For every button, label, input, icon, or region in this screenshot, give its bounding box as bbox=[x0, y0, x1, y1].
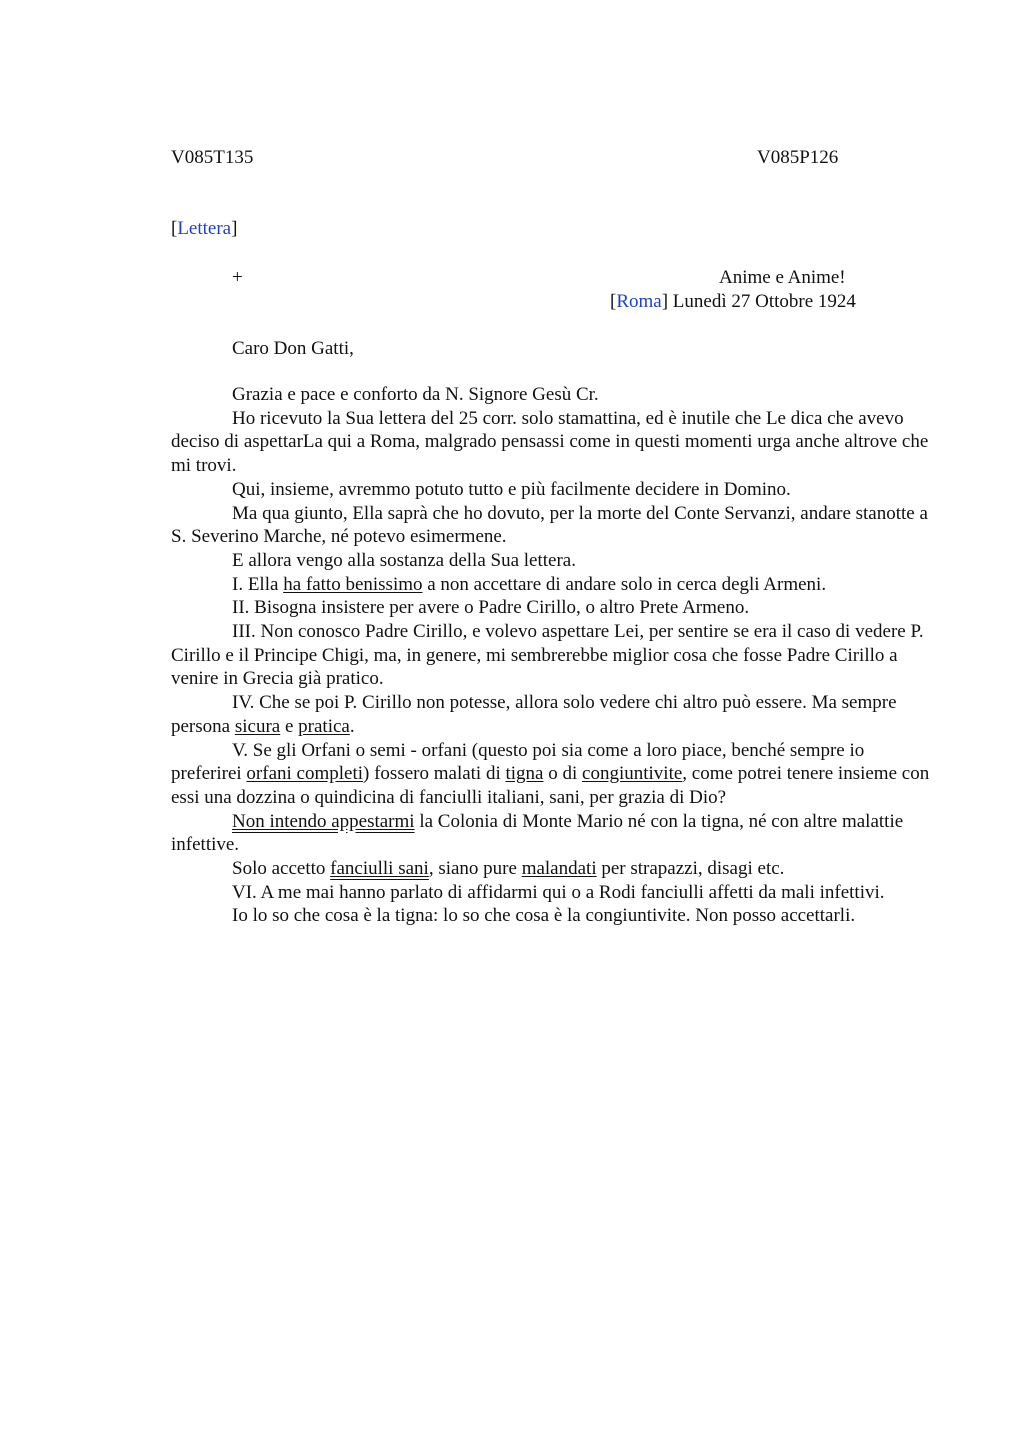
bracket-open: [ bbox=[171, 218, 178, 239]
text-run: V. Se gli Orfani o semi - orfani (questo poi sia come a loro piace, benché sempre io preferirei bbox=[171, 739, 865, 785]
text-run: per strapazzi, disagi etc. bbox=[596, 858, 785, 880]
bracket-close: ] bbox=[231, 218, 238, 239]
paragraph: VI. A me mai hanno parlato di affidarmi qui o a Rodi fanciulli affetti da mali infettivi. bbox=[232, 881, 885, 903]
bracket-close: ] bbox=[661, 291, 669, 312]
cross-symbol: + bbox=[232, 267, 243, 288]
paragraph bbox=[171, 810, 931, 857]
paragraph: Ma qua giunto, Ella saprà che ho dovuto, per la morte del Conte Servanzi, andare stanotte a S. Severino Marche, né potevo esimermene. bbox=[171, 502, 928, 548]
document-code-left: V085T135 bbox=[171, 147, 254, 168]
underlined-text: sicura bbox=[234, 715, 281, 737]
underlined-text: malandati bbox=[521, 858, 597, 880]
underlined-text: orfani completi bbox=[246, 763, 364, 785]
text-run: o di bbox=[543, 763, 583, 785]
paragraph bbox=[171, 573, 931, 597]
text-run: , siano pure bbox=[428, 858, 522, 880]
underlined-text: pratica bbox=[298, 715, 350, 737]
motto: Anime e Anime! bbox=[719, 267, 846, 288]
text-run: IV. Che se poi P. Cirillo non potesse, allora solo vedere chi altro può essere. Ma sempre persona bbox=[171, 692, 897, 737]
text-run: . bbox=[349, 715, 355, 737]
paragraph bbox=[171, 739, 931, 810]
text-run: la Colonia di Monte Mario né con la tigna, né con altre malattie infettive. bbox=[171, 810, 904, 856]
underlined-text: ha fatto benissimo bbox=[283, 573, 423, 595]
double-underlined-text: fanciulli sani bbox=[330, 858, 429, 880]
paragraph bbox=[171, 691, 931, 738]
place-date bbox=[610, 291, 856, 313]
paragraph: E allora vengo alla sostanza della Sua lettera. bbox=[232, 549, 576, 571]
text-run: , come potrei tenere insieme con essi una dozzina o quindicina di fanciulli italiani, sani, per grazia di Dio? bbox=[171, 763, 930, 808]
salutation: Caro Don Gatti, bbox=[232, 338, 354, 359]
document-type-link[interactable]: Lettera bbox=[177, 218, 232, 239]
text-run: e bbox=[280, 715, 299, 737]
paragraph: Ho ricevuto la Sua lettera del 25 corr. solo stamattina, ed è inutile che Le dica che avevo deciso di aspettarLa qui a Roma, malgrado pensassi come in questi momenti urga anche altrove che mi trovi. bbox=[171, 407, 929, 477]
paragraph: Grazia e pace e conforto da N. Signore Gesù Cr. bbox=[232, 384, 599, 405]
underlined-text: tigna bbox=[505, 763, 544, 785]
double-underlined-text: Non intendo appestarmi bbox=[232, 810, 415, 832]
date: Lunedì 27 Ottobre 1924 bbox=[668, 291, 856, 312]
bracket-open: [ bbox=[610, 291, 617, 312]
paragraph bbox=[171, 857, 931, 881]
paragraph: III. Non conosco Padre Cirillo, e volevo aspettare Lei, per sentire se era il caso di vedere P. Cirillo e il Principe Chigi, ma, in genere, mi sembrerebbe miglior cosa che fosse Padre Cirillo a venire in Grecia già pratico. bbox=[171, 621, 924, 690]
text-run: ) fossero malati di bbox=[363, 763, 506, 785]
underlined-text: congiuntivite bbox=[582, 763, 683, 785]
paragraph: II. Bisogna insistere per avere o Padre Cirillo, o altro Prete Armeno. bbox=[232, 597, 750, 619]
text-run: Solo accetto bbox=[232, 858, 331, 880]
text-run: a non accettare di andare solo in cerca degli Armeni. bbox=[422, 573, 827, 595]
text-run: I. Ella bbox=[232, 573, 284, 595]
place-link[interactable]: Roma bbox=[616, 291, 662, 312]
letter-body bbox=[171, 383, 931, 928]
document-type bbox=[171, 218, 237, 240]
paragraph: Io lo so che cosa è la tigna: lo so che cosa è la congiuntivite. Non posso accettarli. bbox=[232, 905, 856, 927]
paragraph: Qui, insieme, avremmo potuto tutto e più facilmente decidere in Domino. bbox=[232, 478, 791, 500]
document-code-right: V085P126 bbox=[757, 147, 839, 168]
